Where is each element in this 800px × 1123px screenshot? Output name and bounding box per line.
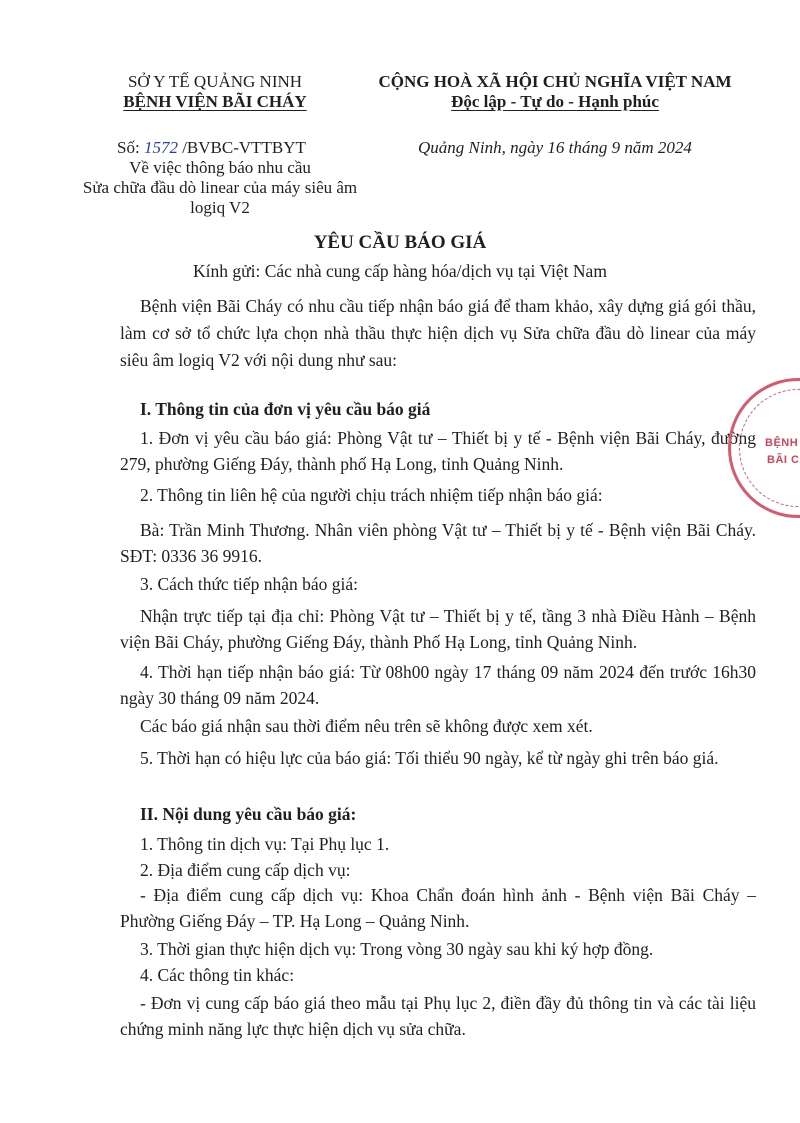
section-2-item-4: 4. Các thông tin khác: <box>140 965 295 985</box>
subject-line-1: Về việc thông báo nhu cầu <box>129 158 311 177</box>
intro-paragraph: Bệnh viện Bãi Cháy có nhu cầu tiếp nhận báo giá để tham khảo, xây dựng giá gói thầu, làm cơ sở tổ chức lựa chọn nhà thầu thực hiện dịch vụ Sửa chữa đầu dò linear của máy siêu âm logiq V2 với nội dung như sau: <box>120 296 756 370</box>
subject-line-2: Sửa chữa đầu dò linear của máy siêu âm <box>82 178 358 197</box>
recipient-line: Kính gửi: Các nhà cung cấp hàng hóa/dịch vụ tại Việt Nam <box>193 261 607 281</box>
document-number-suffix: /BVBC-VTTBYT <box>182 138 306 157</box>
section-2-item-2: 2. Địa điểm cung cấp dịch vụ: <box>140 860 351 880</box>
document-number-handwritten: 1572 <box>143 138 178 157</box>
section-1-item-4: 4. Thời hạn tiếp nhận báo giá: Từ 08h00 ngày 17 tháng 09 năm 2024 đến trước 16h30 ngày 30 tháng 09 năm 2024. <box>120 662 756 708</box>
national-motto: Độc lập - Tự do - Hạnh phúc <box>451 92 659 111</box>
section-1-item-2-detail: Bà: Trần Minh Thương. Nhân viên phòng Vật tư – Thiết bị y tế - Bệnh viện Bãi Cháy. SĐT: 0336 36 9916. <box>120 520 756 566</box>
hospital-stamp-text-2: BÃI C <box>767 454 800 466</box>
issuing-authority: SỞ Y TẾ QUẢNG NINH <box>127 72 303 91</box>
subject-line-3: logiq V2 <box>190 198 250 217</box>
section-2-item-1: 1. Thông tin dịch vụ: Tại Phụ lục 1. <box>140 834 390 854</box>
section-2-item-3: 3. Thời gian thực hiện dịch vụ: Trong vòng 30 ngày sau khi ký hợp đồng. <box>140 939 654 959</box>
section-1-item-2: 2. Thông tin liên hệ của người chịu trách nhiệm tiếp nhận báo giá: <box>140 485 603 505</box>
hospital-stamp <box>728 378 800 518</box>
section-2-item-4-detail: - Đơn vị cung cấp báo giá theo mẫu tại Phụ lục 2, điền đầy đủ thông tin và các tài liệu chứng minh năng lực thực hiện dịch vụ sửa chữa. <box>120 993 756 1039</box>
hospital-stamp-text-1: BỆNH <box>765 437 799 449</box>
section-2-item-2-detail: - Địa điểm cung cấp dịch vụ: Khoa Chẩn đoán hình ảnh - Bệnh viện Bãi Cháy – Phường Giếng Đáy – TP. Hạ Long – Quảng Ninh. <box>120 885 756 931</box>
document-number-prefix: Số: <box>117 138 140 157</box>
section-1-item-4-note: Các báo giá nhận sau thời điểm nêu trên sẽ không được xem xét. <box>140 716 593 736</box>
section-1-item-5: 5. Thời hạn có hiệu lực của báo giá: Tối thiểu 90 ngày, kể từ ngày ghi trên báo giá. <box>140 748 719 768</box>
section-2-heading: II. Nội dung yêu cầu báo giá: <box>140 804 357 824</box>
place-date: Quảng Ninh, ngày 16 tháng 9 năm 2024 <box>418 138 692 157</box>
section-1-item-3-detail: Nhận trực tiếp tại địa chỉ: Phòng Vật tư – Thiết bị y tế, tầng 3 nhà Điều Hành – Bệnh viện Bãi Cháy, phường Giếng Đáy, thành Phố Hạ Long, tỉnh Quảng Ninh. <box>120 606 756 652</box>
national-title: CỘNG HOÀ XÃ HỘI CHỦ NGHĨA VIỆT NAM <box>378 72 732 91</box>
issuing-hospital: BỆNH VIỆN BÃI CHÁY <box>123 92 307 111</box>
section-1-heading: I. Thông tin của đơn vị yêu cầu báo giá <box>140 399 431 419</box>
document-title: YÊU CẦU BÁO GIÁ <box>313 232 487 253</box>
section-1-item-1: 1. Đơn vị yêu cầu báo giá: Phòng Vật tư – Thiết bị y tế - Bệnh viện Bãi Cháy, đường 279, phường Giếng Đáy, thành phố Hạ Long, tỉnh Quảng Ninh. <box>120 428 756 474</box>
document-number <box>117 138 306 158</box>
section-1-item-3: 3. Cách thức tiếp nhận báo giá: <box>140 574 358 594</box>
